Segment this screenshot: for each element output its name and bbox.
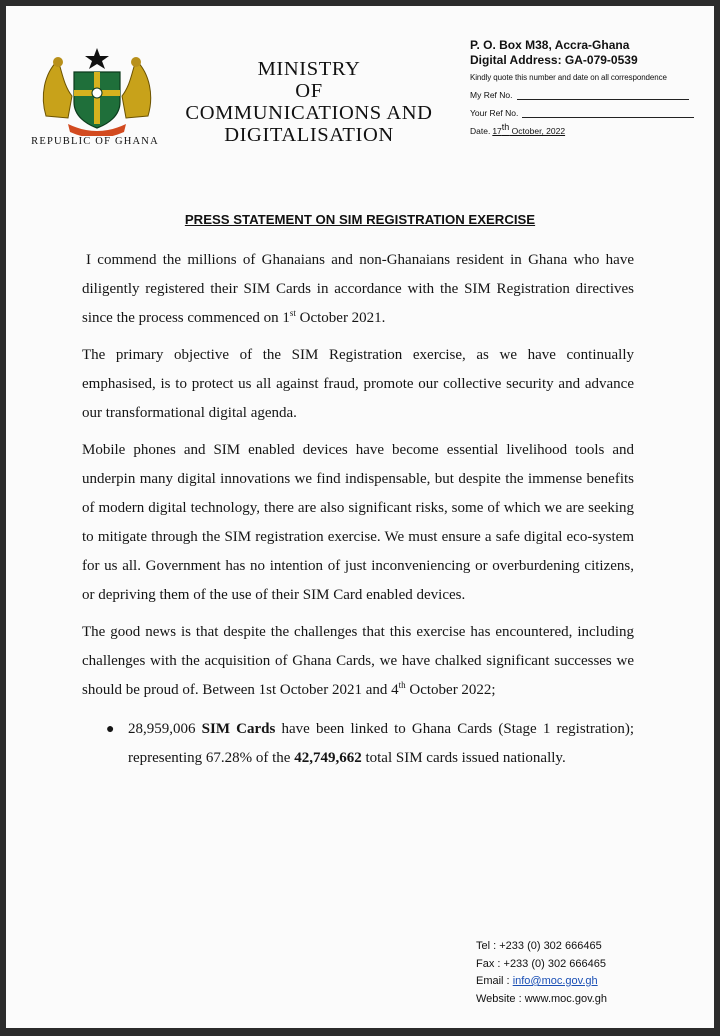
tel-value: +233 (0) 302 666465 bbox=[499, 940, 602, 952]
ministry-line: DIGITALISATION bbox=[224, 124, 394, 146]
digital-address: Digital Address: GA-079-0539 bbox=[470, 53, 638, 67]
bullet-mid: have been linked to Ghana Cards (Stage 1 registration); representing 67.28% of the bbox=[128, 721, 635, 766]
p1-end: October 2021. bbox=[295, 310, 386, 326]
paragraph-4 bbox=[82, 618, 634, 705]
tel-row bbox=[476, 938, 706, 956]
date-suffix: th bbox=[501, 122, 510, 133]
your-ref-label: Your Ref No. bbox=[470, 108, 519, 118]
bullet-item bbox=[82, 715, 634, 773]
p4-sup: th bbox=[398, 680, 406, 690]
paragraph-2: The primary objective of the SIM Registration exercise, as we have continually emphasised, is to protect us all against fraud, promote our collective security and advance our transformational digital agenda. bbox=[82, 347, 634, 421]
bullet-total: 42,749,662 bbox=[294, 750, 362, 766]
bullet-text bbox=[128, 715, 634, 773]
bullet-term: SIM Cards bbox=[201, 721, 276, 737]
p1-text: I commend the millions of Ghanaians and non-Ghanaians resident in Ghana who have diligently registered their SIM Cards in accordance with the SIM Registration directives since the process commenced on 1 bbox=[82, 252, 634, 326]
po-box: P. O. Box M38, Accra-Ghana bbox=[470, 38, 630, 52]
bullet-end: total SIM cards issued nationally. bbox=[361, 750, 566, 766]
p4-end: October 2022; bbox=[405, 682, 496, 698]
ministry-line: MINISTRY bbox=[257, 58, 361, 80]
date-value bbox=[492, 122, 566, 136]
tel-label: Tel : bbox=[476, 940, 500, 952]
bullet-count: 28,959,006 bbox=[128, 721, 196, 737]
paragraph-3: Mobile phones and SIM enabled devices have become essential livelihood tools and underpin many digital innovations we find indispensable, but despite the immense benefits of modern digital technology, there are also significant risks, some of which we are seeking to mitigate through the SIM registration exercise. We must ensure a safe digital eco-system for us all. Government has no intention of just inconveniencing or overburdening citizens, or depriving them of the use of their SIM Card enabled devices. bbox=[82, 442, 634, 603]
website-label: Website : bbox=[476, 992, 525, 1005]
paragraph-1 bbox=[82, 246, 634, 333]
date-rest: October, 2022 bbox=[509, 126, 566, 136]
date-row bbox=[470, 122, 706, 136]
website-value: www.moc.gov.gh bbox=[524, 992, 608, 1005]
statement-body bbox=[82, 246, 634, 773]
contact-block bbox=[476, 938, 706, 1008]
date-day: 17 bbox=[492, 126, 502, 136]
statement-title: PRESS STATEMENT ON SIM REGISTRATION EXERCISE bbox=[184, 212, 536, 227]
ministry-line: OF bbox=[295, 80, 323, 102]
address-block bbox=[470, 38, 706, 136]
ghana-coat-of-arms-icon bbox=[38, 46, 156, 136]
republic-label: REPUBLIC OF GHANA bbox=[31, 136, 159, 147]
your-ref-blank bbox=[522, 108, 694, 118]
email-row bbox=[476, 973, 706, 991]
ministry-name bbox=[171, 58, 447, 146]
my-ref-label: My Ref No. bbox=[470, 90, 513, 100]
fax-label: Fax : bbox=[476, 957, 504, 970]
email-link[interactable]: info@moc.gov.gh bbox=[512, 975, 598, 987]
fax-row bbox=[476, 956, 706, 974]
my-ref-row bbox=[470, 90, 706, 100]
website-row bbox=[476, 991, 706, 1009]
p1-sup: st bbox=[289, 308, 296, 318]
document-page bbox=[6, 6, 714, 1028]
ministry-line: COMMUNICATIONS AND bbox=[185, 102, 433, 124]
bullet-icon: ● bbox=[106, 722, 115, 737]
date-label: Date. bbox=[470, 126, 491, 136]
my-ref-blank bbox=[517, 90, 689, 100]
fax-value: +233 (0) 302 666465 bbox=[503, 957, 606, 970]
p4-text: The good news is that despite the challenges that this exercise has encountered, including challenges with the acquisition of Ghana Cards, we have chalked significant successes we should be proud of. Between 1st October 2021 and 4 bbox=[82, 624, 634, 698]
quote-note: Kindly quote this number and date on all correspondence bbox=[470, 73, 667, 82]
your-ref-row bbox=[470, 108, 706, 118]
email-label: Email : bbox=[476, 975, 513, 987]
